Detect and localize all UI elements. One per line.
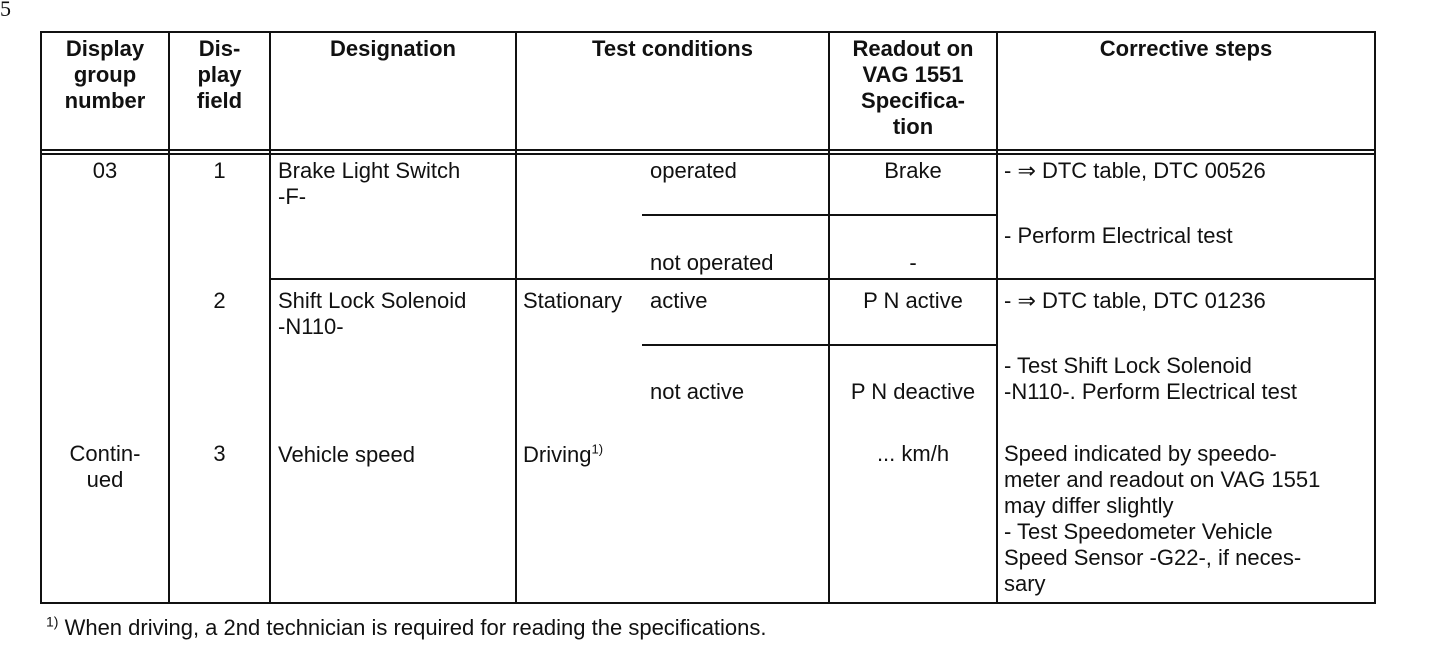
table-row-2-readout-b: P N deactive xyxy=(850,379,976,404)
table-row-1-corrective-a: - ⇒ DTC table, DTC 00526 xyxy=(1004,158,1266,183)
table-row-2-condition-b: not active xyxy=(650,379,745,404)
header-test-conditions: Test conditions xyxy=(592,36,753,61)
table-row-2-designation: Shift Lock Solenoid -N110- xyxy=(278,288,467,339)
table-row-2-corrective-a: - ⇒ DTC table, DTC 01236 xyxy=(1004,288,1266,313)
table-row-2-test: Stationary xyxy=(523,288,623,313)
table-row-3-test-text: Driving xyxy=(523,442,592,467)
table-row-3-corrective: Speed indicated by speedo- meter and readout on VAG 1551 may differ slightly - Test Speedometer Vehicle Speed Sensor -G22-, if neces- sary xyxy=(1004,441,1321,596)
header-rule-bottom xyxy=(40,153,1376,155)
row2-sub-rule xyxy=(642,344,998,346)
table-row-1-corrective-b: - Perform Electrical test xyxy=(1004,223,1233,248)
footnote xyxy=(46,615,767,641)
page-number-mark: 5 xyxy=(0,0,11,21)
header-designation: Designation xyxy=(330,36,456,61)
header-corrective-steps: Corrective steps xyxy=(1099,36,1273,61)
display-group-number: 03 xyxy=(92,158,118,183)
table-row-3-field: 3 xyxy=(213,441,226,466)
row1-sub-rule xyxy=(642,214,998,216)
header-display-field: Dis- play field xyxy=(196,36,243,113)
table-row-1-condition-a: operated xyxy=(650,158,737,183)
footnote-marker: 1) xyxy=(46,613,59,630)
col-divider-3 xyxy=(515,31,517,604)
header-readout: Readout on VAG 1551 Specifica- tion xyxy=(852,36,974,139)
table-row-3-readout: ... km/h xyxy=(876,441,950,466)
table-row-1-field: 1 xyxy=(213,158,226,183)
col-divider-1 xyxy=(168,31,170,604)
header-rule-top xyxy=(40,149,1376,151)
display-group-continued: Contin- ued xyxy=(69,441,141,492)
table-row-1-condition-b: not operated xyxy=(650,250,774,275)
footnote-reference: 1) xyxy=(591,441,604,457)
table-row-2-readout-a: P N active xyxy=(863,288,963,313)
header-display-group: Display group number xyxy=(64,36,146,113)
table-row-1-designation: Brake Light Switch -F- xyxy=(278,158,461,209)
table-row-1-readout-b: - xyxy=(909,250,917,275)
col-divider-2 xyxy=(269,31,271,604)
table-row-2-corrective-b: - Test Shift Lock Solenoid -N110-. Perform Electrical test xyxy=(1004,353,1298,404)
table-row-1-readout-a: Brake xyxy=(884,158,942,183)
table-row-2-condition-a: active xyxy=(650,288,708,313)
col-divider-5 xyxy=(996,31,998,604)
footnote-text: When driving, a 2nd technician is required for reading the specifications. xyxy=(58,615,767,640)
table-row-2-field: 2 xyxy=(213,288,226,313)
row1-row2-rule xyxy=(269,278,1376,280)
table-row-3-test xyxy=(523,442,603,468)
table-row-3-designation: Vehicle speed xyxy=(278,442,415,467)
